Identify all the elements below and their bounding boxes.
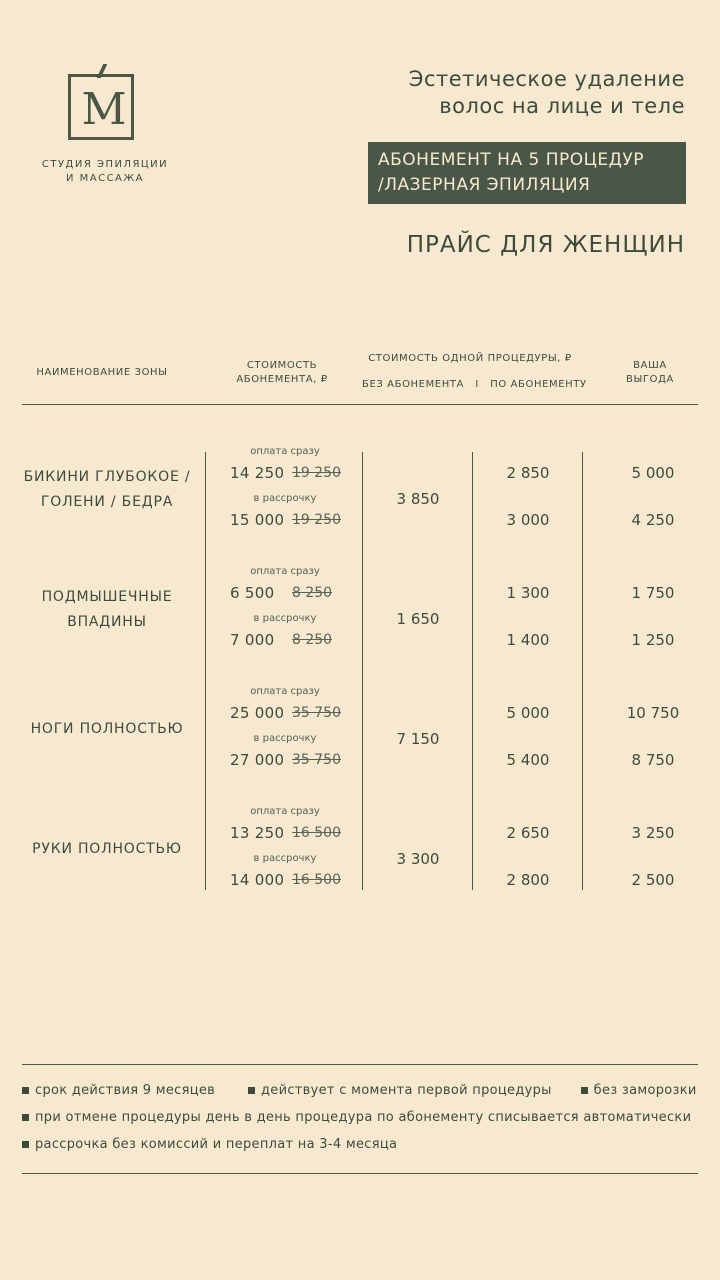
- benefit-now: 1 750: [631, 584, 675, 602]
- bullet-icon: [22, 1087, 29, 1094]
- old-price-installment: 8 250: [292, 632, 333, 648]
- benefit-now: 10 750: [626, 704, 680, 722]
- zone-name: [12, 465, 202, 515]
- zone-name-line-2: ВПАДИНЫ: [67, 614, 147, 630]
- price-pay-now: 25 000: [230, 704, 285, 722]
- column-divider-3: [472, 452, 473, 890]
- subscription-banner: [368, 142, 686, 204]
- footer-notes-line-3: [22, 1137, 712, 1152]
- footer-notes-line-1: [22, 1083, 712, 1098]
- old-price-pay-now: 8 250: [292, 585, 333, 601]
- old-price-pay-now: 19 250: [292, 465, 341, 481]
- footer-notes-line-2: [22, 1110, 712, 1125]
- pay-now-label: оплата сразу: [250, 566, 320, 577]
- price-pay-now: 14 250: [230, 464, 285, 482]
- installment-label: в рассрочку: [253, 853, 317, 864]
- note-validity: срок действия 9 месяцев: [35, 1083, 216, 1098]
- header-divider: [22, 404, 698, 405]
- zone-name-line-1: РУКИ ПОЛНОСТЬЮ: [32, 841, 182, 857]
- old-price-installment: 35 750: [292, 752, 341, 768]
- brand-name: [40, 158, 170, 186]
- column-divider-1: [205, 452, 206, 890]
- price-per-procedure-installment: 3 000: [506, 511, 550, 529]
- price-installment: 15 000: [230, 511, 285, 529]
- installment-label: в рассрочку: [253, 733, 317, 744]
- installment-label: в рассрочку: [253, 493, 317, 504]
- benefit-now: 5 000: [631, 464, 675, 482]
- zone-name: [12, 717, 202, 742]
- price-per-procedure-now: 1 300: [506, 584, 550, 602]
- old-price-installment: 19 250: [292, 512, 341, 528]
- banner-line-2: /ЛАЗЕРНАЯ ЭПИЛЯЦИЯ: [378, 175, 591, 195]
- col-zone-header: НАИМЕНОВАНИЕ ЗОНЫ: [36, 367, 168, 378]
- installment-label: в рассрочку: [253, 613, 317, 624]
- zone-name: [12, 585, 202, 635]
- col-benefit-header: [608, 359, 692, 387]
- zone-name-line-1: ПОДМЫШЕЧНЫЕ: [41, 589, 173, 605]
- price-per-procedure-installment: 5 400: [506, 751, 550, 769]
- zone-name: [12, 837, 202, 862]
- price-without-subscription: 3 850: [396, 490, 440, 508]
- column-divider-2: [362, 452, 363, 890]
- price-without-subscription: 1 650: [396, 610, 440, 628]
- old-price-pay-now: 16 500: [292, 825, 341, 841]
- banner-line-1: АБОНЕМЕНТ НА 5 ПРОЦЕДУР: [378, 150, 644, 170]
- bullet-icon: [22, 1141, 29, 1148]
- col-benefit-line-2: ВЫГОДА: [626, 374, 674, 385]
- bullet-icon: [248, 1087, 255, 1094]
- footer-divider-bottom: [22, 1173, 698, 1174]
- zone-name-line-1: НОГИ ПОЛНОСТЬЮ: [30, 721, 184, 737]
- price-per-procedure-now: 2 850: [506, 464, 550, 482]
- price-installment: 7 000: [230, 631, 275, 649]
- col-cost-line-2: АБОНЕМЕНТА, ₽: [236, 374, 328, 385]
- zone-name-line-2: ГОЛЕНИ / БЕДРА: [40, 494, 174, 510]
- bullet-icon: [581, 1087, 588, 1094]
- zone-name-line-1: БИКИНИ ГЛУБОКОЕ /: [23, 469, 191, 485]
- price-subtitle: ПРАЙС ДЛЯ ЖЕНЩИН: [406, 232, 685, 258]
- price-without-subscription: 7 150: [396, 730, 440, 748]
- brand-line-2: И МАССАЖА: [65, 173, 145, 184]
- old-price-installment: 16 500: [292, 872, 341, 888]
- price-pay-now: 13 250: [230, 824, 285, 842]
- price-per-procedure-installment: 2 800: [506, 871, 550, 889]
- col-single-header: СТОИМОСТЬ ОДНОЙ ПРОЦЕДУРЫ, ₽: [368, 353, 572, 364]
- col-single-subheader: БЕЗ АБОНЕМЕНТА I ПО АБОНЕМЕНТУ: [362, 379, 587, 390]
- benefit-installment: 1 250: [631, 631, 675, 649]
- note-installment: рассрочка без комиссий и переплат на 3-4 месяца: [35, 1137, 398, 1152]
- note-cancel: при отмене процедуры день в день процедура по абонементу списывается автоматически: [35, 1110, 692, 1125]
- price-pay-now: 6 500: [230, 584, 275, 602]
- benefit-installment: 8 750: [631, 751, 675, 769]
- column-divider-4: [582, 452, 583, 890]
- title-line-2: волос на лице и теле: [439, 94, 685, 118]
- old-price-pay-now: 35 750: [292, 705, 341, 721]
- price-installment: 14 000: [230, 871, 285, 889]
- col-benefit-line-1: ВАША: [633, 360, 667, 371]
- price-without-subscription: 3 300: [396, 850, 440, 868]
- bullet-icon: [22, 1114, 29, 1121]
- price-installment: 27 000: [230, 751, 285, 769]
- price-per-procedure-now: 5 000: [506, 704, 550, 722]
- brand-line-1: СТУДИЯ ЭПИЛЯЦИИ: [41, 159, 169, 170]
- price-per-procedure-installment: 1 400: [506, 631, 550, 649]
- benefit-installment: 2 500: [631, 871, 675, 889]
- note-freeze: без заморозки: [593, 1083, 697, 1098]
- benefit-installment: 4 250: [631, 511, 675, 529]
- note-start: действует с момента первой процедуры: [261, 1083, 552, 1098]
- benefit-now: 3 250: [631, 824, 675, 842]
- title-line-1: Эстетическое удаление: [408, 67, 685, 91]
- pay-now-label: оплата сразу: [250, 686, 320, 697]
- pay-now-label: оплата сразу: [250, 806, 320, 817]
- footer-divider-top: [22, 1064, 698, 1065]
- col-cost-header: [208, 359, 356, 387]
- page-title: [325, 66, 685, 120]
- price-per-procedure-now: 2 650: [506, 824, 550, 842]
- logo-letter: M: [81, 84, 127, 135]
- col-cost-line-1: СТОИМОСТЬ: [246, 360, 318, 371]
- pay-now-label: оплата сразу: [250, 446, 320, 457]
